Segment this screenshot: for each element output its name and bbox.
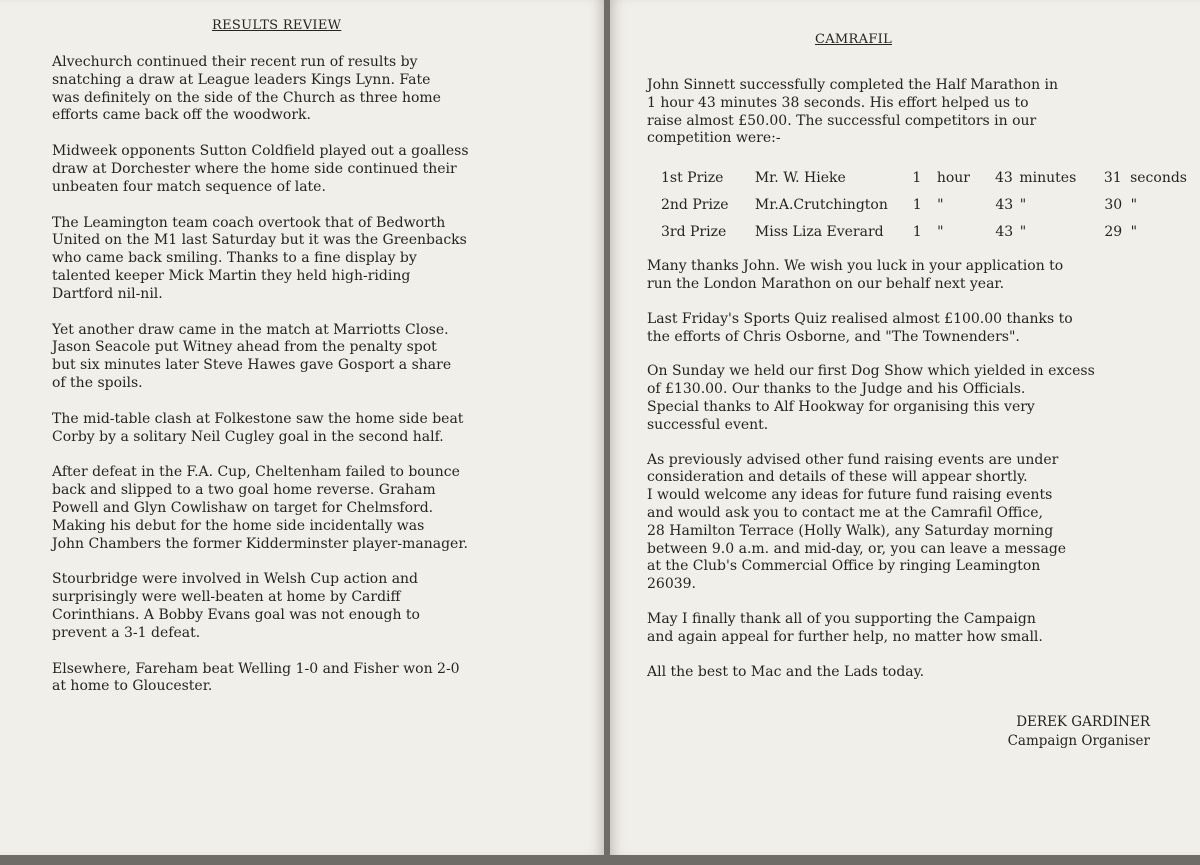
hours-unit: hour [936, 169, 970, 186]
results-review-body [52, 54, 597, 714]
right-page [610, 0, 1200, 855]
minutes-value: 43 [995, 223, 1014, 240]
paragraph: Last Friday's Sports Quiz realised almost £100.00 thanks to the efforts of Chris Osborne, and "The Townenders". [647, 310, 1073, 345]
paragraph: The mid-table clash at Folkestone saw the home side beat Corby by a solitary Neil Cugley goal in the second half. [52, 410, 464, 445]
seconds-value: 31 [1103, 169, 1122, 186]
prize-row [661, 165, 1187, 192]
minutes-unit: " [1019, 196, 1027, 213]
paragraph: After defeat in the F.A. Cup, Cheltenham failed to bounce back and slipped to a two goal home reverse. Graham Powell and Glyn Cowlishaw on target for Chelmsford. Making his debut for the home side incidentally was John Chambers the former Kidderminster player-manager. [52, 464, 468, 552]
winner-name: Mr. W. Hieke [754, 169, 846, 186]
results-review-heading: RESULTS REVIEW [212, 18, 342, 33]
signatory-name: DEREK GARDINER [1016, 714, 1150, 730]
paragraph: Stourbridge were involved in Welsh Cup action and surprisingly were well-beaten at home by Cardiff Corinthians. A Bobby Evans goal was not enough to prevent a 3-1 defeat. [52, 571, 420, 641]
minutes-value: 43 [994, 169, 1013, 186]
hours-value: 1 [912, 169, 922, 186]
left-page [0, 0, 604, 855]
minutes-unit: minutes [1019, 169, 1077, 186]
seconds-unit: " [1130, 223, 1138, 240]
paragraph: All the best to Mac and the Lads today. [647, 663, 925, 680]
paragraph: Yet another draw came in the match at Marriotts Close. Jason Seacole put Witney ahead from the penalty spot but six minutes later Steve Hawes gave Gosport a share of the spoils. [52, 321, 452, 391]
hours-unit: " [937, 196, 944, 213]
minutes-value: 43 [995, 196, 1014, 213]
seconds-value: 30 [1104, 196, 1123, 213]
prize-place: 3rd Prize [661, 223, 727, 240]
paragraph: Many thanks John. We wish you luck in your application to run the London Marathon on our behalf next year. [647, 258, 1064, 292]
prize-row [661, 219, 1187, 246]
winner-name: Miss Liza Everard [754, 223, 884, 240]
camrafil-heading: CAMRAFIL [815, 32, 893, 47]
seconds-unit: " [1130, 196, 1138, 213]
prize-place: 1st Prize [661, 169, 724, 186]
prize-place: 2nd Prize [661, 196, 729, 213]
paragraph: Elsewhere, Fareham beat Welling 1-0 and Fisher won 2-0 at home to Gloucester. [52, 660, 460, 695]
paragraph: Alvechurch continued their recent run of results by snatching a draw at League leaders Kings Lynn. Fate was definitely on the side of the Church as three home efforts came back off the woodwork. [52, 54, 441, 124]
winner-name: Mr.A.Crutchington [754, 196, 888, 213]
seconds-unit: seconds [1130, 169, 1187, 186]
paragraph: May I finally thank all of you supporting the Campaign and again appeal for further help, no matter how small. [647, 610, 1043, 645]
paragraph: The Leamington team coach overtook that of Bedworth United on the M1 last Saturday but it was the Greenbacks who came back smiling. Thanks to a fine display by talented keeper Mick Martin they held high-riding Dartford nil-nil. [52, 214, 467, 302]
hours-value: 1 [912, 223, 922, 240]
prize-row [661, 192, 1187, 219]
minutes-unit: " [1019, 223, 1027, 240]
signatory-title: Campaign Organiser [1007, 733, 1150, 749]
paragraph: As previously advised other fund raising events are under consideration and details of these will appear shortly. I would welcome any ideas for future fund raising events and would ask you to contact me at the Camrafil Office, 28 Hamilton Terrace (Holly Walk), any Saturday morning between 9.0 a.m. and mid-day, or, you can leave a message at the Club's Commercial Office by ringing Leamington 26039. [647, 451, 1067, 593]
hours-unit: " [937, 223, 944, 240]
prize-table [661, 165, 1187, 246]
paragraph: On Sunday we held our first Dog Show which yielded in excess of £130.00. Our thanks to the Judge and his Officials. Special thanks to Alf Hookway for organising this very successful event. [647, 363, 1095, 433]
signature-block [1008, 713, 1150, 751]
seconds-value: 29 [1104, 223, 1123, 240]
intro-paragraph: John Sinnett successfully completed the Half Marathon in 1 hour 43 minutes 38 seconds. His effort helped us to raise almost £50.00. The successful competitors in our competition were:- [647, 77, 1059, 147]
hours-value: 1 [912, 196, 922, 213]
paragraph: Midweek opponents Sutton Coldfield played out a goalless draw at Dorchester where the home side continued their unbeaten four match sequence of late. [52, 143, 469, 195]
camrafil-body [647, 77, 1187, 698]
